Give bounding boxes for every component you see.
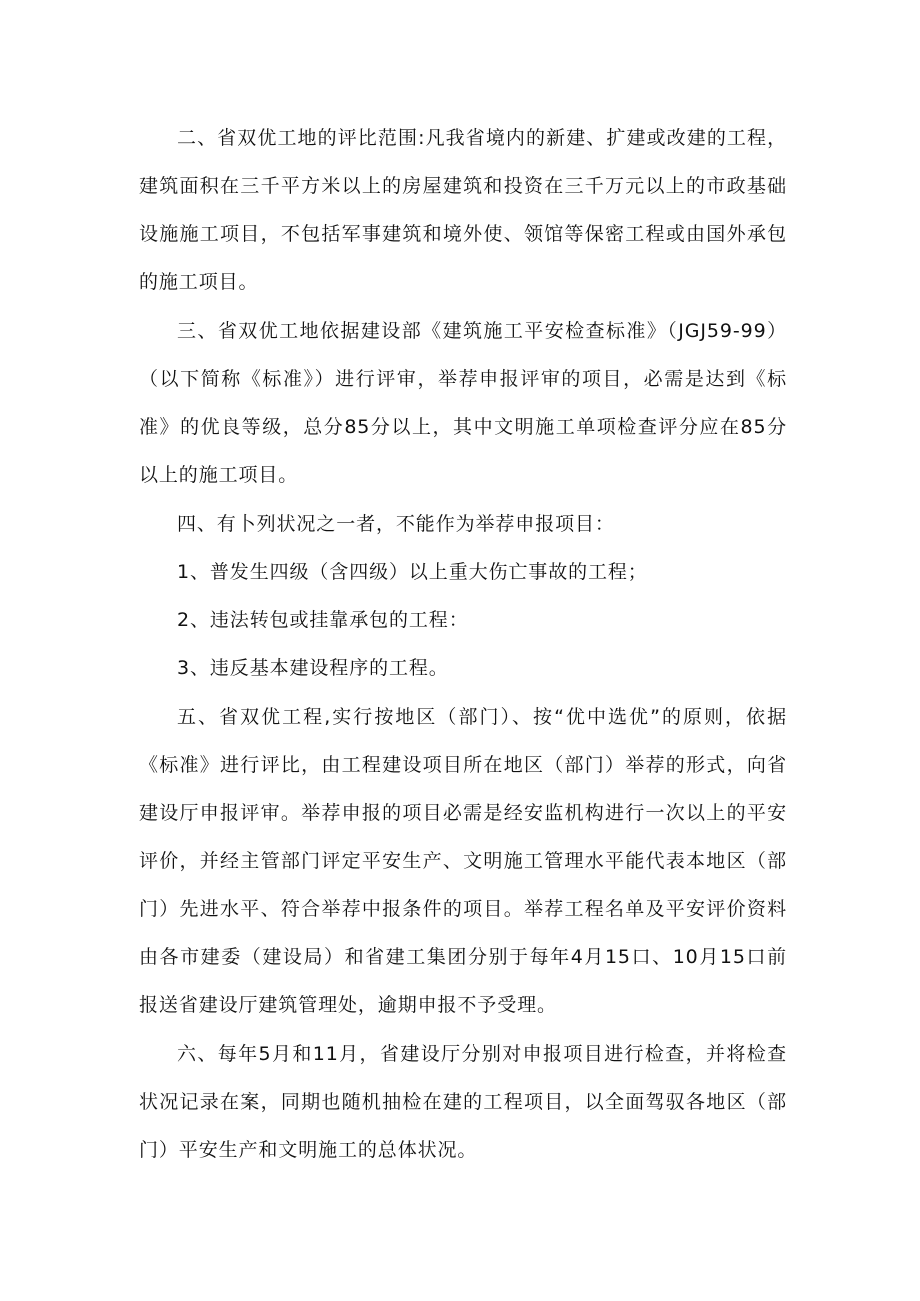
paragraph-exclusion-item-3: 3、违反基本建设程序的工程。 — [177, 657, 449, 679]
paragraph-exclusion-item-1: 1、普发生四级（含四级）以上重大伤亡事故的工程； — [177, 561, 648, 583]
paragraph-inspection-schedule: 六、每年5月和11月，省建设厅分别对申报项目进行检查，并将检查状况记录在案，同期也随机抽检在建的工程项目，以全面驾驭各地区（部门）平安生产和文明施工的总体状况。 — [139, 1043, 787, 1161]
paragraph-exclusion-item-2: 2、违法转包或挂靠承包的工程： — [177, 609, 469, 631]
paragraph-recommendation-procedure: 五、省双优工程,实行按地区（部门）、按“优中选优”的原则，依据《标准》进行评比，由工程建设项目所在地区（部门）举荐的形式，向省建设厅申报评审。举荐申报的项目必需是经安监机构进行一次以上的平安评价，并经主管部门评定平安生产、文明施工管理水平能代表本地区（部门）先进水平、符合举荐中报条件的项目。举荐工程名单及平安评价资料由各市建委（建设局）和省建工集团分别于每年4月15口、10月15口前报送省建设厅建筑管理处，逾期申报不予受理。 — [139, 706, 787, 1016]
paragraph-evaluation-standard: 三、省双优工地依据建设部《建筑施工平安检查标准》（JGJ59-99）（以下简称《标准》）进行评审，举荐申报评审的项目，必需是达到《标准》的优良等级，总分85分以上，其中文明施工单项检查评分应在85分以上的施工项目。 — [139, 320, 787, 486]
paragraph-exclusion-conditions: 四、有卜列状况之一者，不能作为举荐申报项目： — [177, 513, 615, 535]
paragraph-evaluation-scope: 二、省双优工地的评比范围:凡我省境内的新建、扩建或改建的工程，建筑面积在三千平方米以上的房屋建筑和投资在三千万元以上的市政基础设施施工项目，不包括军事建筑和境外使、领馆等保密工程或由国外承包的施工项目。 — [139, 127, 787, 293]
